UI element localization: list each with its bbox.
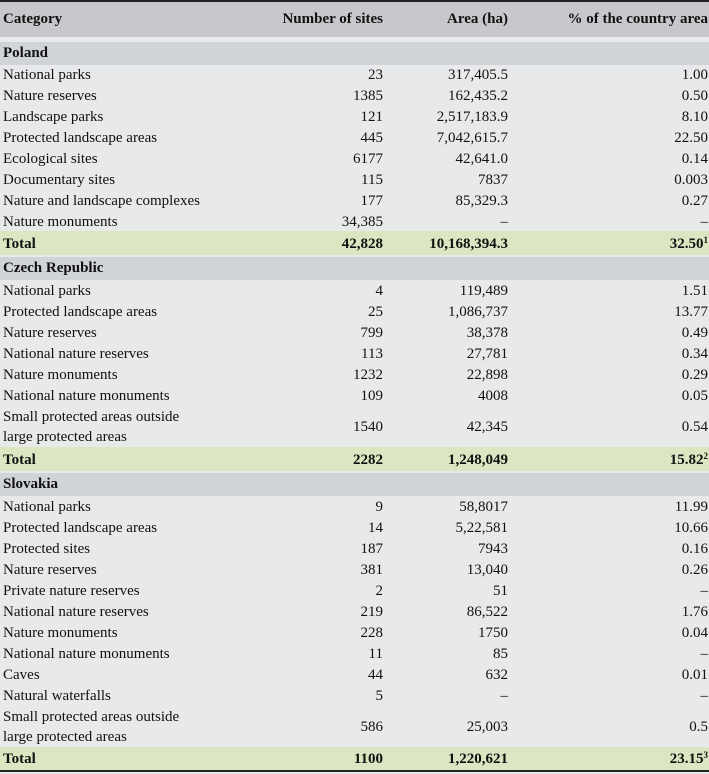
cell-area: 22,898 [466,367,508,383]
table-row [0,621,709,642]
cell-category: Small protected areas outside [3,709,180,725]
cell-area: 5,22,581 [455,520,508,536]
cell-pct: 0.54 [681,419,708,435]
table-row [0,579,709,600]
header-area: Area (ha) [447,11,508,27]
cell-pct: 1.76 [681,604,708,620]
cell-sites: 11 [368,646,383,662]
cell-pct: 13.77 [674,304,708,320]
cell-pct: 1.51 [681,283,708,299]
cell-area: 317,405.5 [448,67,508,83]
cell-pct: 1.00 [681,67,708,83]
cell-sites: 586 [360,719,383,735]
table-row [0,189,709,210]
cell-category: Nature reserves [3,88,97,104]
cell-category: Nature and landscape complexes [3,193,200,209]
cell-pct: 0.14 [681,151,708,167]
table-row [0,684,709,705]
table-row [0,516,709,537]
cell-pct: 10.66 [674,520,708,536]
cell-sites: 14 [368,520,383,536]
cell-area: 42,641.0 [455,151,508,167]
cell-category: Nature monuments [3,625,118,641]
cell-area: 25,003 [466,719,508,735]
cell-sites: 4 [375,283,383,299]
pct-value: 15.82 [669,452,704,468]
cell-area: 86,522 [466,604,508,620]
cell-pct: 0.01 [681,667,708,683]
cell-sites: 177 [360,193,383,209]
cell-pct: – [700,646,708,662]
cell-sites: 115 [361,172,383,188]
section-header-poland [0,42,709,65]
table-row [0,363,709,384]
cell-category: Landscape parks [3,109,104,125]
table-row [0,705,709,747]
cell-sites: 2 [375,583,383,599]
cell-category: National nature reserves [3,604,149,620]
table-row [0,168,709,189]
cell-category: National parks [3,499,91,515]
table-row [0,663,709,684]
cell-area: 38,378 [466,325,508,341]
footnote-marker: 2 [703,451,708,461]
table-row [0,279,709,300]
cell-area: 51 [493,583,508,599]
header-category: Category [3,11,63,27]
section-name: Czech Republic [3,260,104,276]
cell-category: National nature monuments [3,388,170,404]
cell-pct: 0.16 [681,541,708,557]
cell-pct: 11.99 [674,499,708,515]
cell-category: Total [3,236,36,252]
section-header-czech-republic [0,257,709,280]
cell-sites: 121 [360,109,383,125]
cell-sites: 219 [360,604,383,620]
cell-area: 85,329.3 [455,193,508,209]
bottom-rule [0,770,709,772]
table-row [0,63,709,84]
cell-area: 1,248,049 [448,452,508,468]
cell-area: 27,781 [466,346,508,362]
cell-category: Nature reserves [3,562,97,578]
cell-category: Nature monuments [3,214,118,230]
cell-area: 162,435.2 [448,88,508,104]
cell-pct: 8.10 [681,109,708,125]
cell-sites: 445 [360,130,383,146]
cell-category-continued: large protected areas [3,729,127,745]
cell-sites: 23 [368,67,383,83]
cell-area: 632 [485,667,508,683]
cell-pct: 0.34 [681,346,708,362]
table-row [0,147,709,168]
cell-sites: 228 [360,625,383,641]
cell-pct: 0.29 [681,367,708,383]
cell-pct: 0.27 [681,193,708,209]
cell-pct: – [700,214,708,230]
cell-category: Protected landscape areas [3,304,158,320]
table-row [0,384,709,405]
cell-sites: 9 [375,499,383,515]
cell-pct [670,450,708,471]
table-row [0,210,709,231]
cell-sites: 2282 [353,452,383,468]
cell-sites: 109 [360,388,383,404]
cell-sites: 44 [368,667,383,683]
cell-category: Documentary sites [3,172,116,188]
table-row [0,84,709,105]
cell-area: 119,489 [459,283,508,299]
table-row [0,126,709,147]
table-row [0,342,709,363]
table-row [0,321,709,342]
cell-sites: 1540 [353,419,383,435]
total-row-czech-republic [0,447,709,471]
cell-category: National nature reserves [3,346,149,362]
section-name: Poland [3,45,49,61]
footnote-marker: 1 [703,235,708,245]
cell-category: Total [3,751,36,767]
cell-category: Protected landscape areas [3,520,158,536]
cell-category: Private nature reserves [3,583,140,599]
cell-pct: 0.05 [681,388,708,404]
cell-category: National parks [3,67,91,83]
cell-sites: 187 [360,541,383,557]
cell-sites: 1100 [353,751,383,767]
cell-pct: 0.5 [689,719,708,735]
cell-category: Protected landscape areas [3,130,158,146]
cell-category: National nature monuments [3,646,170,662]
cell-pct: 22.50 [674,130,708,146]
cell-category: Protected sites [3,541,91,557]
cell-area: – [500,688,508,704]
cell-area: 13,040 [466,562,508,578]
cell-sites: 113 [361,346,383,362]
cell-sites: 25 [368,304,383,320]
cell-category: Small protected areas outside [3,409,180,425]
cell-area: 58,8017 [459,499,508,515]
cell-area: 10,168,394.3 [429,236,508,252]
cell-sites: 1232 [353,367,383,383]
cell-category: Ecological sites [3,151,98,167]
cell-sites: 1385 [353,88,383,104]
cell-pct: 0.50 [681,88,708,104]
cell-category-continued: large protected areas [3,429,127,445]
table-header [0,2,709,37]
cell-sites: 381 [360,562,383,578]
table-row [0,537,709,558]
cell-sites: 6177 [353,151,383,167]
cell-area: 7837 [478,172,508,188]
cell-area: 1,220,621 [448,751,508,767]
cell-area: – [500,214,508,230]
cell-category: Nature reserves [3,325,97,341]
cell-sites: 42,828 [341,236,383,252]
table-row [0,105,709,126]
cell-pct [670,234,708,255]
cell-area: 7943 [478,541,508,557]
cell-area: 1750 [478,625,508,641]
pct-value: 23.15 [669,751,704,767]
table-row [0,495,709,516]
cell-pct: – [700,688,708,704]
cell-pct: 0.49 [681,325,708,341]
cell-category: Natural waterfalls [3,688,111,704]
table-row [0,600,709,621]
cell-category: National parks [3,283,91,299]
table-row [0,300,709,321]
cell-category: Total [3,452,36,468]
pct-value: 32.50 [669,236,704,252]
cell-area: 4008 [478,388,508,404]
section-name: Slovakia [3,476,59,492]
cell-area: 1,086,737 [448,304,508,320]
cell-area: 85 [493,646,508,662]
cell-pct: – [700,583,708,599]
section-header-slovakia [0,473,709,496]
cell-sites: 34,385 [341,214,383,230]
cell-sites: 799 [360,325,383,341]
cell-area: 42,345 [466,419,508,435]
header-country-area-pct: % of the country area [567,11,708,27]
cell-category: Caves [3,667,40,683]
cell-sites: 5 [375,688,383,704]
table-row [0,558,709,579]
footnote-marker: 3 [703,750,708,760]
total-row-slovakia [0,747,709,770]
table-row [0,405,709,447]
header-number-of-sites: Number of sites [282,11,383,27]
total-row-poland [0,231,709,255]
cell-area: 7,042,615.7 [436,130,508,146]
cell-pct [670,749,708,770]
cell-pct: 0.26 [681,562,708,578]
cell-area: 2,517,183.9 [436,109,508,125]
table-row [0,642,709,663]
cell-pct: 0.003 [674,172,708,188]
cell-category: Nature monuments [3,367,118,383]
cell-pct: 0.04 [681,625,708,641]
